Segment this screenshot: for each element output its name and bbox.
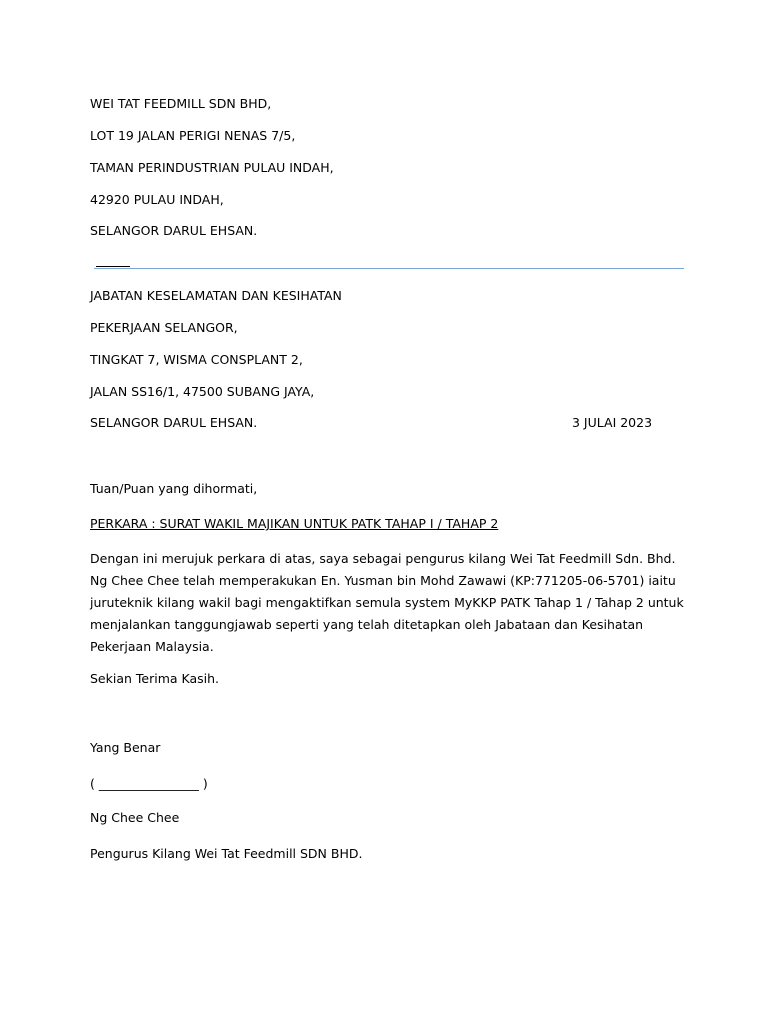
signature-blank: ( ________________ ) (90, 776, 208, 791)
recipient-line-5: SELANGOR DARUL EHSAN. (90, 415, 258, 430)
sender-line-2: LOT 19 JALAN PERIGI NENAS 7/5, (90, 128, 296, 143)
body-line-3: juruteknik kilang wakil bagi mengaktifkan semula system MyKKP PATK Tahap 1 / Tahap 2 untuk (90, 595, 684, 610)
sender-line-4: 42920 PULAU INDAH, (90, 192, 224, 207)
body-line-2: Ng Chee Chee telah memperakukan En. Yusman bin Mohd Zawawi (KP:771205-06-5701) iaitu (90, 573, 676, 588)
closing-line: Sekian Terima Kasih. (90, 671, 220, 686)
body-line-1: Dengan ini merujuk perkara di atas, saya sebagai pengurus kilang Wei Tat Feedmill Sdn. Bhd. (90, 551, 676, 566)
body-line-5: Pekerjaan Malaysia. (90, 639, 214, 654)
header-short-rule (96, 266, 130, 267)
recipient-line-2: PEKERJAAN SELANGOR, (90, 320, 238, 335)
subject-line: PERKARA : SURAT WAKIL MAJIKAN UNTUK PATK TAHAP I / TAHAP 2 (90, 516, 499, 531)
sender-line-3: TAMAN PERINDUSTRIAN PULAU INDAH, (90, 160, 334, 175)
sender-line-5: SELANGOR DARUL EHSAN. (90, 223, 258, 238)
signer-title: Pengurus Kilang Wei Tat Feedmill SDN BHD. (90, 846, 363, 861)
recipient-line-3: TINGKAT 7, WISMA CONSPLANT 2, (90, 352, 303, 367)
recipient-line-1: JABATAN KESELAMATAN DAN KESIHATAN (90, 288, 342, 303)
salutation: Tuan/Puan yang dihormati, (90, 481, 258, 496)
sender-line-1: WEI TAT FEEDMILL SDN BHD, (90, 96, 272, 111)
body-line-4: menjalankan tanggungjawab seperti yang telah ditetapkan oleh Jabataan dan Kesihatan (90, 617, 644, 632)
signer-name: Ng Chee Chee (90, 810, 180, 825)
header-divider (94, 268, 684, 269)
recipient-line-4: JALAN SS16/1, 47500 SUBANG JAYA, (90, 384, 315, 399)
body-paragraph (90, 548, 690, 658)
letter-date: 3 JULAI 2023 (572, 415, 653, 430)
signoff: Yang Benar (90, 740, 161, 755)
